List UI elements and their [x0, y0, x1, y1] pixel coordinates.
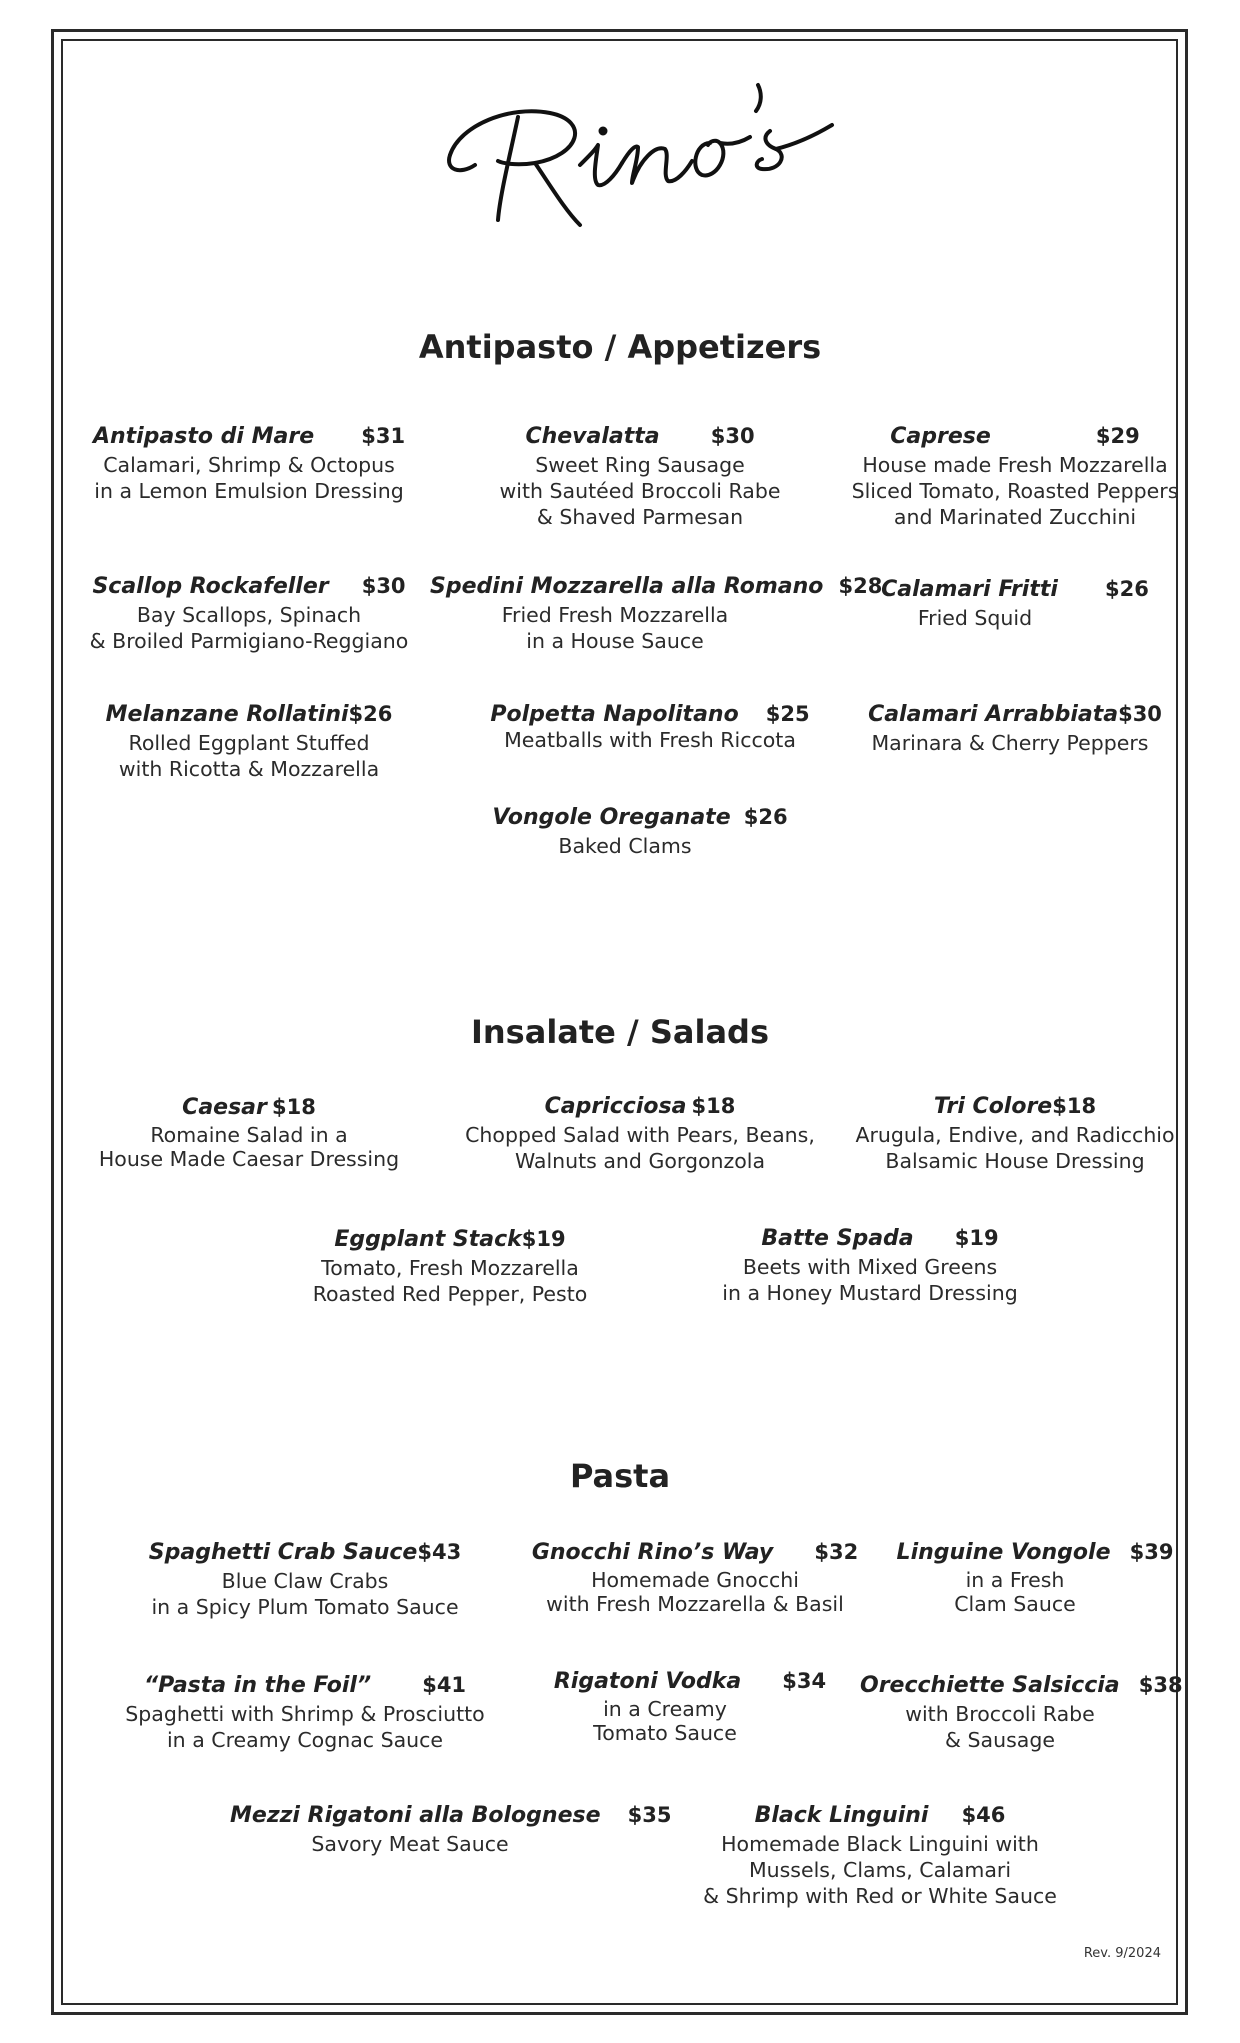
item-header [230, 1801, 672, 1831]
item-header [850, 422, 1180, 452]
item-price: $34 [782, 1669, 827, 1693]
item-description: Spaghetti with Shrimp & Prosciutto [125, 1702, 485, 1726]
item-description: Blue Claw Crabs [221, 1569, 389, 1593]
item-header [480, 803, 800, 833]
item-description: Romaine Salad in a [150, 1123, 348, 1147]
item-price: $19 [954, 1226, 999, 1250]
menu-item [525, 1538, 865, 1616]
item-description: House made Fresh Mozzarella [862, 453, 1168, 477]
item-description: & Shaved Parmesan [536, 505, 744, 529]
item-name: Capricciosa [544, 1094, 687, 1119]
item-name: Mezzi Rigatoni alla Bolognese [230, 1803, 601, 1828]
item-price: $41 [422, 1673, 467, 1697]
menu-item [74, 700, 424, 782]
menu-item [540, 1667, 840, 1745]
item-description: Calamari, Shrimp & Octopus [103, 453, 395, 477]
rinos-logo [440, 45, 850, 245]
item-description: Homemade Gnocchi [591, 1568, 799, 1592]
pasta-heading: Pasta [569, 1457, 671, 1495]
item-price: $30 [361, 574, 406, 598]
item-description: with Sautéed Broccoli Rabe [499, 479, 781, 503]
item-description: Walnuts and Gorgonzola [514, 1149, 766, 1173]
item-name: Melanzane Rollatini [105, 702, 349, 727]
item-header [710, 1224, 1050, 1254]
item-description: Bay Scallops, Spinach [136, 603, 362, 627]
item-description: Beets with Mixed Greens [742, 1255, 998, 1279]
menu-item [475, 422, 805, 530]
item-header [475, 422, 805, 452]
item-name: Orecchiette Salsiccia [860, 1673, 1120, 1698]
item-description: in a Honey Mustard Dressing [722, 1281, 1018, 1305]
item-description: Balsamic House Dressing [885, 1149, 1145, 1173]
menu-item [480, 803, 800, 859]
item-name: Chevalatta [525, 424, 660, 449]
item-description: Arugula, Endive, and Radicchio [855, 1123, 1175, 1147]
menu-item [74, 422, 424, 504]
item-description: & Sausage [945, 1728, 1055, 1752]
item-header [860, 1671, 1183, 1701]
item-description: Meatballs with Fresh Riccota [504, 728, 796, 752]
item-price: $18 [691, 1094, 736, 1118]
menu-item [860, 1671, 1183, 1753]
item-price: $26 [743, 805, 788, 829]
item-description: Homemade Black Linguini with [721, 1832, 1039, 1856]
item-header [850, 700, 1180, 730]
item-name: Calamari Fritti [881, 577, 1058, 602]
item-description: with Broccoli Rabe [905, 1702, 1095, 1726]
item-name: Black Linguini [754, 1803, 929, 1828]
menu-item [895, 1538, 1175, 1616]
item-price: $18 [1052, 1094, 1097, 1118]
menu-item [74, 572, 424, 654]
item-price: $32 [814, 1540, 859, 1564]
item-description: Mussels, Clams, Calamari [748, 1858, 1012, 1882]
item-name: Eggplant Stack [334, 1227, 522, 1252]
item-header [895, 1538, 1175, 1568]
menu-item [125, 1538, 485, 1620]
item-name: Antipasto di Mare [92, 424, 315, 449]
item-description: Tomato, Fresh Mozzarella [321, 1256, 579, 1280]
item-price: $43 [417, 1540, 462, 1564]
item-price: $30 [1118, 702, 1162, 726]
item-description: & Broiled Parmigiano-Reggiano [89, 629, 409, 653]
item-description: in a Spicy Plum Tomato Sauce [151, 1595, 459, 1619]
item-description: Chopped Salad with Pears, Beans, [465, 1123, 815, 1147]
item-name: Spaghetti Crab Sauce [148, 1540, 418, 1565]
item-header [850, 575, 1180, 605]
item-header [74, 572, 424, 602]
item-description: and Marinated Zucchini [893, 505, 1137, 529]
item-name: Polpetta Napolitano [490, 702, 739, 727]
item-header [115, 1671, 495, 1701]
item-name: Spedini Mozzarella alla Romano [430, 574, 824, 599]
item-header [475, 700, 825, 730]
item-header [690, 1801, 1070, 1831]
menu-item [74, 1093, 424, 1171]
item-description: in a House Sauce [526, 629, 704, 653]
item-name: Tri Colore [933, 1094, 1053, 1119]
item-description: Tomato Sauce [593, 1721, 737, 1745]
item-header [455, 1092, 825, 1122]
menu-item [850, 422, 1180, 530]
item-price: $31 [361, 424, 406, 448]
item-header [74, 422, 424, 452]
item-description: Marinara & Cherry Peppers [871, 731, 1149, 755]
menu-item [690, 1801, 1070, 1909]
item-description: in a Lemon Emulsion Dressing [94, 479, 404, 503]
item-name: Gnocchi Rino’s Way [531, 1540, 774, 1565]
menu-item [230, 1801, 672, 1857]
item-header [525, 1538, 865, 1568]
menu-item [115, 1671, 495, 1753]
item-header [430, 572, 883, 602]
menu-item [430, 572, 883, 654]
item-name: “Pasta in the Foil” [143, 1673, 372, 1698]
item-name: Caesar [182, 1095, 267, 1120]
item-description: Sweet Ring Sausage [535, 453, 745, 477]
item-description: Savory Meat Sauce [311, 1832, 509, 1856]
item-description: Rolled Eggplant Stuffed [128, 731, 370, 755]
item-name: Vongole Oreganate [492, 805, 731, 830]
item-description: with Fresh Mozzarella & Basil [546, 1592, 844, 1616]
item-price: $29 [1095, 424, 1140, 448]
menu-item [850, 575, 1180, 631]
item-description: Sliced Tomato, Roasted Peppers [851, 479, 1179, 503]
item-name: Scallop Rockafeller [92, 574, 329, 599]
item-description: House Made Caesar Dressing [98, 1147, 400, 1171]
item-header [290, 1225, 610, 1255]
revision-note: Rev. 9/2024 [1083, 1946, 1161, 1961]
item-description: with Ricotta & Mozzarella [118, 757, 380, 781]
item-name: Rigatoni Vodka [553, 1669, 742, 1694]
item-price: $39 [1129, 1540, 1174, 1564]
item-price: $18 [271, 1095, 316, 1119]
salads-heading: Insalate / Salads [470, 1013, 769, 1051]
item-header [850, 1092, 1180, 1122]
item-price: $25 [765, 702, 810, 726]
menu-item [850, 1092, 1180, 1174]
item-description: in a Fresh [965, 1568, 1065, 1592]
item-name: Linguine Vongole [896, 1540, 1111, 1565]
menu-item [710, 1224, 1050, 1306]
item-name: Caprese [890, 424, 991, 449]
item-price: $28 [838, 574, 883, 598]
appetizers-heading: Antipasto / Appetizers [418, 328, 822, 366]
item-price: $19 [521, 1227, 566, 1251]
item-price: $35 [627, 1803, 672, 1827]
item-name: Batte Spada [761, 1226, 914, 1251]
item-description: & Shrimp with Red or White Sauce [703, 1884, 1057, 1908]
item-name: Calamari Arrabbiata [868, 702, 1119, 727]
item-header [540, 1667, 840, 1697]
item-description: Fried Fresh Mozzarella [501, 603, 729, 627]
item-description: in a Creamy Cognac Sauce [166, 1728, 444, 1752]
item-header [74, 700, 424, 730]
item-description: Clam Sauce [954, 1592, 1076, 1616]
item-description: Roasted Red Pepper, Pesto [312, 1282, 588, 1306]
item-price: $30 [710, 424, 755, 448]
item-description: Fried Squid [917, 606, 1033, 630]
item-price: $26 [1105, 577, 1149, 601]
item-header [125, 1538, 485, 1568]
menu-item [455, 1092, 825, 1174]
item-price: $26 [348, 702, 393, 726]
menu-item [290, 1225, 610, 1307]
item-description: in a Creamy [603, 1697, 727, 1721]
item-price: $46 [961, 1803, 1006, 1827]
item-description: Baked Clams [558, 834, 692, 858]
menu-item [475, 700, 825, 750]
menu-item [850, 700, 1180, 756]
item-header [74, 1093, 424, 1123]
item-price: $38 [1138, 1673, 1183, 1697]
